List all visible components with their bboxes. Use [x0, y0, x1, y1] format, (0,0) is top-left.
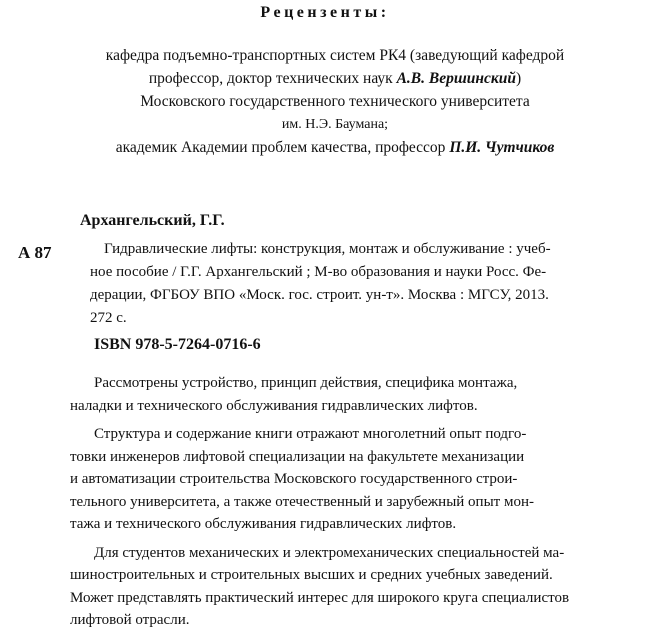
classification-mark: А 87 — [18, 243, 52, 262]
abstract-line: и автоматизации строительства Московского государственного строи- — [70, 471, 518, 487]
abstract-line: Рассмотрены устройство, принцип действия, специфика монтажа, — [94, 375, 518, 391]
abstract-line: Может представлять практический интерес для широкого круга специалистов — [70, 589, 570, 606]
reviewer-line: Московского государственного технического университета — [140, 93, 530, 110]
reviewer-line — [40, 67, 630, 90]
abstract-line: шиностроительных и строительных высших и средних учебных заведений. — [70, 567, 553, 583]
reviewer-name: П.И. Чутчиков — [449, 139, 555, 156]
abstract-line: товки инженеров лифтовой специализации на факультете механизации — [70, 448, 525, 465]
biblio-line: ное пособие / Г.Г. Архангельский ; М-во образования и науки Росс. Фе- — [90, 264, 547, 280]
reviewer-name: А.В. Вершинский — [396, 70, 516, 87]
bibliographic-description — [90, 238, 630, 330]
author-heading: Архангельский, Г.Г. — [80, 212, 225, 229]
abstract-line: наладки и технического обслуживания гидравлических лифтов. — [70, 397, 478, 414]
abstract-paragraph — [70, 372, 638, 417]
abstract-paragraph — [70, 542, 638, 632]
reviewer-text: профессор, доктор технических наук — [148, 70, 397, 87]
abstract — [70, 372, 638, 638]
abstract-line: Для студентов механических и электромеханических специальностей ма- — [94, 544, 565, 561]
abstract-line: тельного университета, а также отечественный и зарубежный опыт мон- — [70, 493, 534, 510]
reviewer-text: академик Академии проблем качества, профессор — [115, 139, 450, 156]
biblio-line: Гидравлические лифты: конструкция, монтаж и обслуживание : учеб- — [104, 241, 551, 257]
abstract-line: тажа и технического обслуживания гидравлических лифтов. — [70, 516, 457, 532]
abstract-paragraph — [70, 423, 638, 536]
reviewer-text: ) — [515, 70, 522, 87]
abstract-line: лифтовой отрасли. — [70, 612, 190, 628]
reviewers-block — [40, 44, 630, 159]
abstract-line: Структура и содержание книги отражают многолетний опыт подго- — [94, 426, 527, 442]
reviewer-line: кафедра подъемно-транспортных систем РК4 (заведующий кафедрой — [105, 47, 565, 64]
reviewer-line: им. Н.Э. Баумана; — [281, 117, 389, 132]
reviewer-line — [40, 136, 630, 159]
isbn: ISBN 978-5-7264-0716-6 — [94, 336, 261, 353]
reviewers-heading: Рецензенты: — [260, 4, 390, 21]
biblio-line: дерации, ФГБОУ ВПО «Моск. гос. строит. ун-т». Москва : МГСУ, 2013. — [90, 287, 549, 303]
biblio-line: 272 с. — [90, 310, 127, 326]
